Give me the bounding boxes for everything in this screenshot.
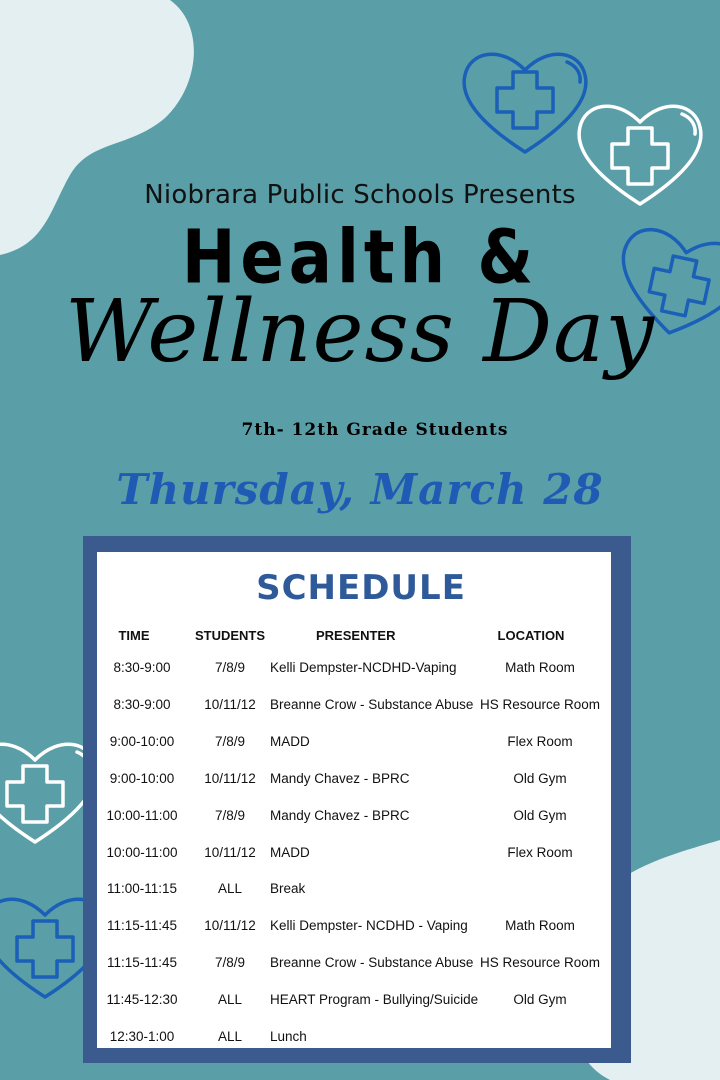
schedule-location-cell: Old Gym [513,992,567,1007]
schedule-students-cell: 10/11/12 [204,771,256,786]
schedule-location-cell: Flex Room [507,845,573,860]
schedule-location-cell: Math Room [505,918,575,933]
schedule-students-cell: ALL [217,992,243,1007]
schedule-students-cell: ALL [217,881,243,896]
title-health: Health & [181,216,539,302]
schedule-location-cell: Old Gym [513,808,567,823]
schedule-time-cell: 8:30-9:00 [113,697,171,712]
schedule-students-cell: ALL [217,1029,243,1044]
schedule-time-cell: 9:00-10:00 [109,771,175,786]
schedule-location-cell: HS Resource Room [479,955,601,970]
schedule-presenter-cell: MADD [270,845,310,860]
schedule-time-cell: 10:00-11:00 [106,808,178,823]
presenter-line: Niobrara Public Schools Presents [144,180,576,210]
schedule-students-cell: 10/11/12 [204,918,256,933]
schedule-presenter-cell: Kelli Dempster- NCDHD - Vaping [270,918,468,933]
schedule-students-cell: 7/8/9 [214,734,246,749]
schedule-location-cell: HS Resource Room [479,697,601,712]
schedule-presenter-cell: Break [270,881,306,896]
schedule-presenter-cell: Breanne Crow - Substance Abuse [270,697,474,712]
grade-range: 7th- 12th Grade Students [241,420,509,440]
schedule-presenter-cell: Kelli Dempster-NCDHD-Vaping [270,660,457,675]
schedule-card [97,552,611,1048]
schedule-title: SCHEDULE [256,568,466,608]
schedule-presenter-cell: Mandy Chavez - BPRC [270,808,410,823]
schedule-time-cell: 11:45-12:30 [106,992,178,1007]
schedule-students-cell: 7/8/9 [214,955,246,970]
schedule-presenter-cell: Lunch [270,1029,307,1044]
header-location: LOCATION [497,628,565,643]
schedule-location-cell: Old Gym [513,771,567,786]
schedule-time-cell: 10:00-11:00 [106,845,178,860]
schedule-time-cell: 12:30-1:00 [109,1029,175,1044]
header-time: TIME [118,628,150,643]
schedule-students-cell: 7/8/9 [214,660,246,675]
header-presenter: PRESENTER [316,628,396,643]
schedule-time-cell: 11:00-11:15 [106,881,178,896]
title-wellness-day: Wellness Day [65,282,655,382]
schedule-students-cell: 10/11/12 [204,845,256,860]
schedule-time-cell: 8:30-9:00 [113,660,171,675]
schedule-location-cell: Flex Room [507,734,573,749]
header-students: STUDENTS [194,628,266,643]
event-date: Thursday, March 28 [116,465,604,514]
schedule-presenter-cell: Mandy Chavez - BPRC [270,771,410,786]
schedule-time-cell: 11:15-11:45 [106,918,178,933]
schedule-presenter-cell: Breanne Crow - Substance Abuse [270,955,474,970]
schedule-location-cell: Math Room [505,660,575,675]
schedule-time-cell: 9:00-10:00 [109,734,175,749]
schedule-students-cell: 7/8/9 [214,808,246,823]
schedule-students-cell: 10/11/12 [204,697,256,712]
schedule-time-cell: 11:15-11:45 [106,955,178,970]
schedule-presenter-cell: MADD [270,734,310,749]
schedule-presenter-cell: HEART Program - Bullying/Suicide [270,992,479,1007]
